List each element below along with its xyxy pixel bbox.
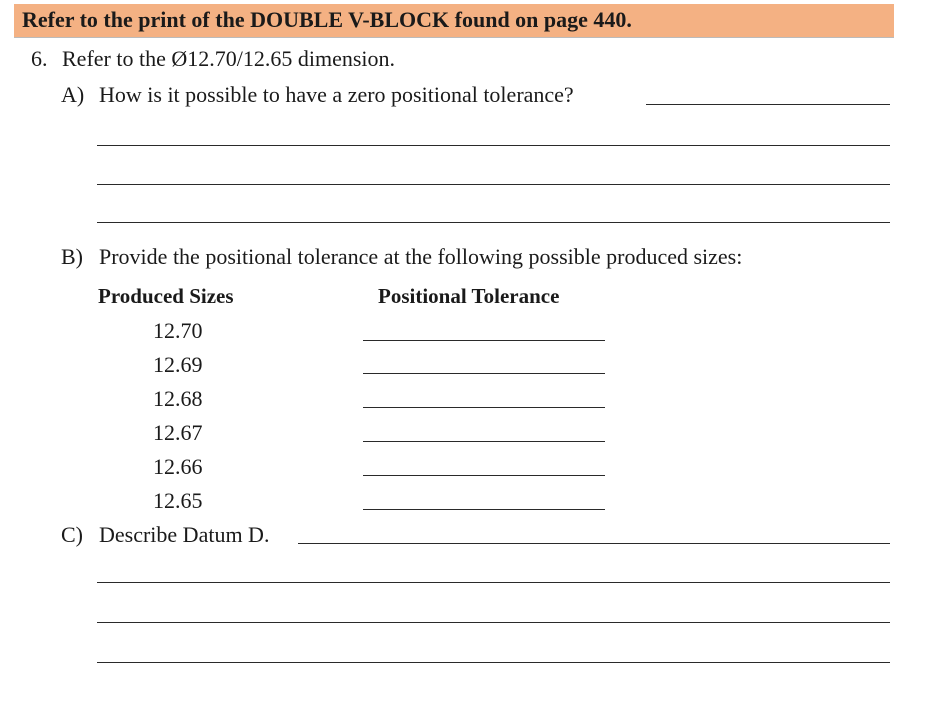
tolerance-answer-line[interactable] (363, 373, 605, 374)
size-value: 12.67 (153, 420, 203, 445)
size-value: 12.66 (153, 454, 203, 479)
banner-title: Refer to the print of the DOUBLE V-BLOCK found on page 440. (22, 7, 632, 32)
part-b-question: Provide the positional tolerance at the following possible produced sizes: (99, 244, 743, 269)
size-value: 12.68 (153, 386, 203, 411)
tolerance-answer-line[interactable] (363, 441, 605, 442)
question-text: Refer to the Ø12.70/12.65 dimension. (62, 46, 396, 71)
part-a-answer-line-4[interactable] (97, 222, 890, 223)
part-c-answer-line-3[interactable] (97, 622, 890, 623)
part-c-answer-line-1[interactable] (298, 543, 890, 544)
part-a-label: A) (61, 82, 85, 107)
tolerance-answer-line[interactable] (363, 475, 605, 476)
question-number: 6. (31, 46, 48, 71)
part-c-answer-line-4[interactable] (97, 662, 890, 663)
tolerance-answer-line[interactable] (363, 407, 605, 408)
part-c-label: C) (61, 522, 83, 547)
part-a-answer-line-2[interactable] (97, 145, 890, 146)
size-value: 12.65 (153, 488, 203, 513)
positional-tolerance-header: Positional Tolerance (378, 284, 560, 308)
banner-divider (14, 37, 894, 38)
part-b-label: B) (61, 244, 83, 269)
part-a-answer-line-3[interactable] (97, 184, 890, 185)
size-value: 12.69 (153, 352, 203, 377)
part-a-answer-line-1[interactable] (646, 104, 890, 105)
part-c-answer-line-2[interactable] (97, 582, 890, 583)
part-a-question: How is it possible to have a zero positional tolerance? (99, 82, 574, 107)
header-banner (14, 4, 894, 37)
tolerance-answer-line[interactable] (363, 509, 605, 510)
part-c-question: Describe Datum D. (99, 522, 270, 547)
produced-sizes-header: Produced Sizes (98, 284, 234, 308)
size-value: 12.70 (153, 318, 203, 343)
tolerance-answer-line[interactable] (363, 340, 605, 341)
